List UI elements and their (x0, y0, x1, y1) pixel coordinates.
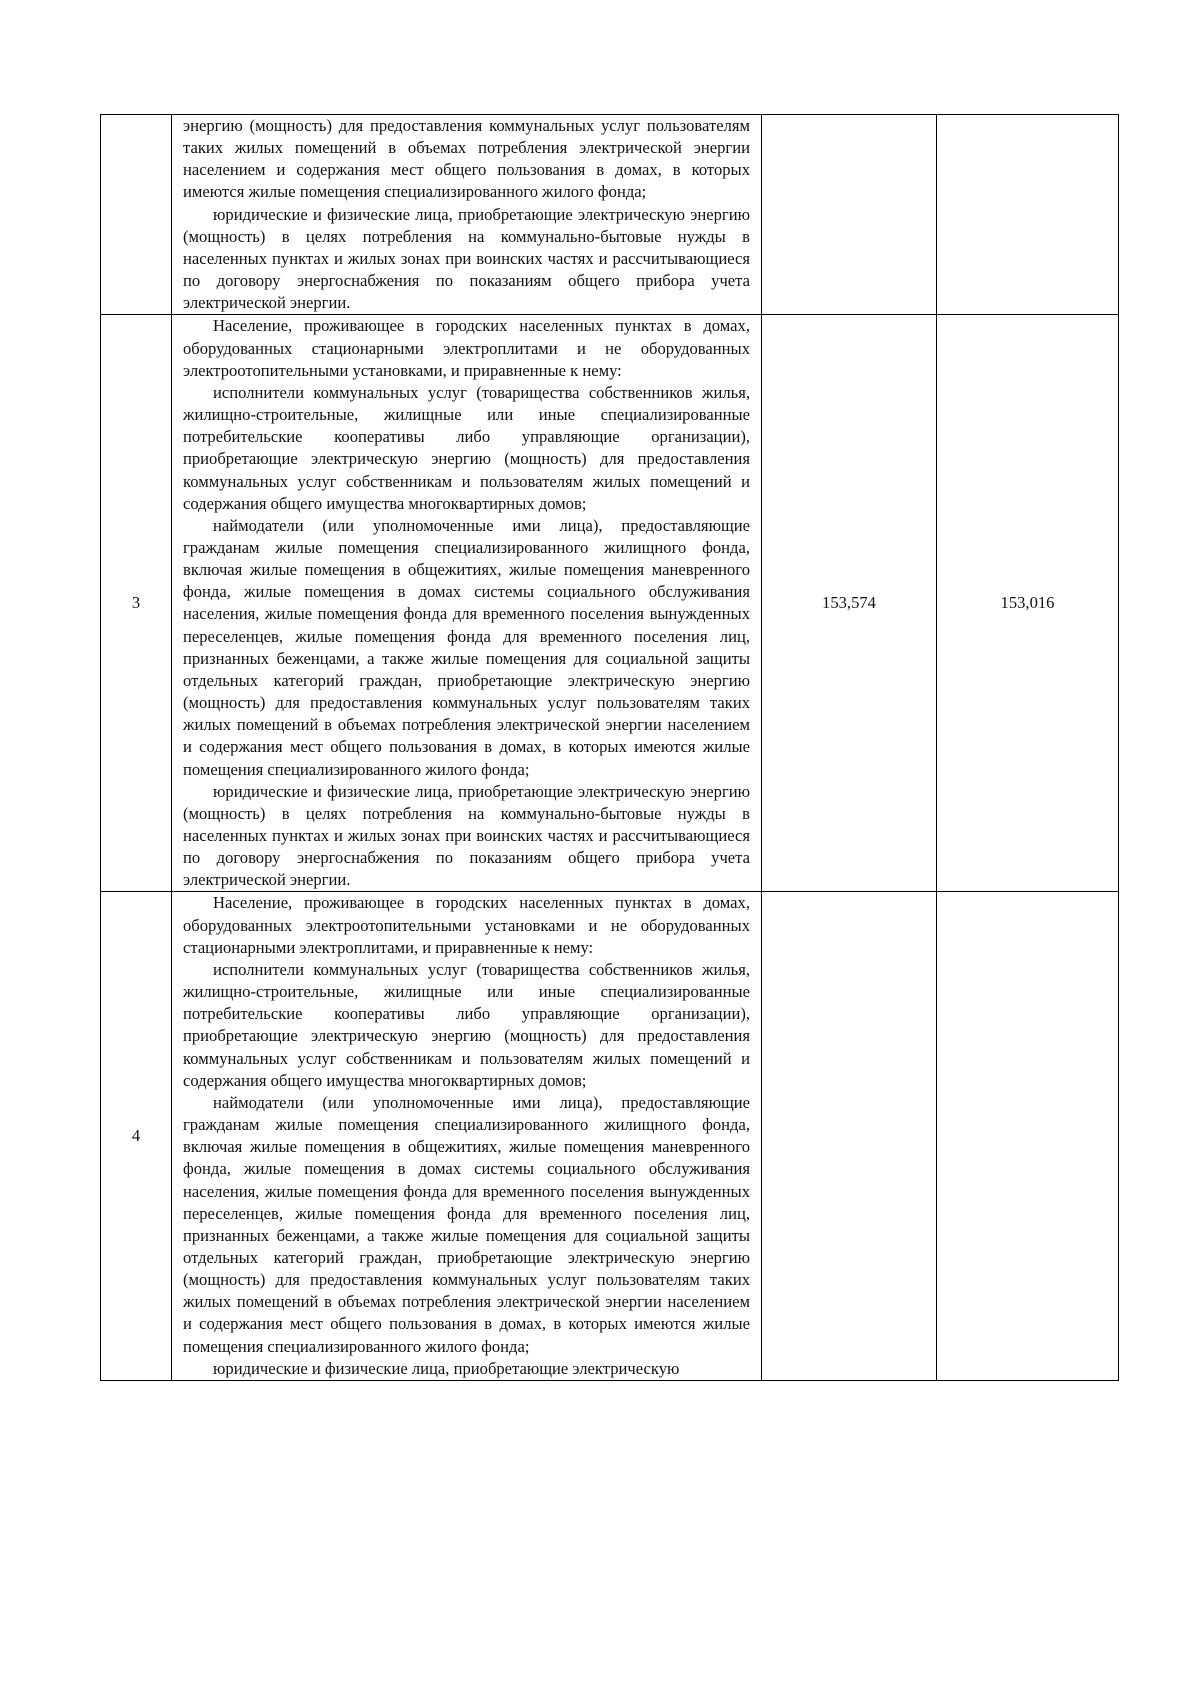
row-description-cell (172, 315, 762, 892)
value-cell-1 (762, 892, 937, 1380)
description-paragraph: наймодатели (или уполномоченные ими лица), предоставляющие гражданам жилые помещения специализированного жилищного фонда, включая жилые помещения в общежитиях, жилые помещения маневренного фонда, жилые помещения в домах системы социального обслуживания населения, жилые помещения фонда для временного поселения вынужденных переселенцев, жилые помещения фонда для временного поселения лиц, признанных беженцами, а также жилые помещения для социальной защиты отдельных категорий граждан, приобретающие электрическую энергию (мощность) для предоставления коммунальных услуг пользователям таких жилых помещений в объемах потребления электрической энергии населением и содержания мест общего пользования в домах, в которых имеются жилые помещения специализированного жилого фонда; (183, 1092, 750, 1356)
description-paragraph: Население, проживающее в городских населенных пунктах в домах, оборудованных электроотопительными установками и не оборудованных стационарными электроплитами, и приравненные к нему: (183, 893, 750, 957)
description-paragraph: Население, проживающее в городских населенных пунктах в домах, оборудованных стационарными электроплитами и не оборудованных электроотопительными установками, и приравненные к нему: (183, 316, 750, 380)
description-paragraph: энергию (мощность) для предоставления коммунальных услуг пользователям таких жилых помещений в объемах потребления электрической энергии населением и содержания мест общего пользования в домах, в которых имеются жилые помещения специализированного жилого фонда; (183, 116, 750, 202)
row-number-cell (101, 115, 172, 315)
description-paragraph: наймодатели (или уполномоченные ими лица), предоставляющие гражданам жилые помещения специализированного жилищного фонда, включая жилые помещения в общежитиях, жилые помещения маневренного фонда, жилые помещения в домах системы социального обслуживания населения, жилые помещения фонда для временного поселения вынужденных переселенцев, жилые помещения фонда для временного поселения лиц, признанных беженцами, а также жилые помещения для социальной защиты отдельных категорий граждан, приобретающие электрическую энергию (мощность) для предоставления коммунальных услуг пользователям таких жилых помещений в объемах потребления электрической энергии населением и содержания мест общего пользования в домах, в которых имеются жилые помещения специализированного жилого фонда; (183, 515, 750, 779)
row-number-cell: 4 (101, 892, 172, 1380)
value-cell-1 (762, 115, 937, 315)
description-paragraph: юридические и физические лица, приобретающие электрическую энергию (мощность) в целях потребления на коммунально-бытовые нужды в населенных пунктах и жилых зонах при воинских частях и рассчитывающиеся по договору энергоснабжения по показаниям общего прибора учета электрической энергии. (183, 204, 750, 313)
row-number-cell: 3 (101, 315, 172, 892)
value-cell-2: 153,016 (937, 315, 1119, 892)
row-description-cell (172, 892, 762, 1380)
row-description-cell (172, 115, 762, 315)
table-row (101, 115, 1119, 315)
description-paragraph: исполнители коммунальных услуг (товарищества собственников жилья, жилищно-строительные, жилищные или иные специализированные потребительские кооперативы либо управляющие организации), приобретающие электрическую энергию (мощность) для предоставления коммунальных услуг собственникам и пользователям жилых помещений и содержания общего имущества многоквартирных домов; (183, 959, 750, 1090)
value-cell-2 (937, 115, 1119, 315)
description-paragraph: юридические и физические лица, приобретающие электрическую энергию (мощность) в целях потребления на коммунально-бытовые нужды в населенных пунктах и жилых зонах при воинских частях и рассчитывающиеся по договору энергоснабжения по показаниям общего прибора учета электрической энергии. (183, 781, 750, 890)
value-cell-1: 153,574 (762, 315, 937, 892)
tariff-table (100, 114, 1119, 1381)
description-paragraph: исполнители коммунальных услуг (товарищества собственников жилья, жилищно-строительные, жилищные или иные специализированные потребительские кооперативы либо управляющие организации), приобретающие электрическую энергию (мощность) для предоставления коммунальных услуг собственникам и пользователям жилых помещений и содержания общего имущества многоквартирных домов; (183, 382, 750, 513)
table-row (101, 892, 1119, 1380)
table-row (101, 315, 1119, 892)
value-cell-2 (937, 892, 1119, 1380)
description-paragraph: юридические и физические лица, приобретающие электрическую (213, 1358, 680, 1378)
